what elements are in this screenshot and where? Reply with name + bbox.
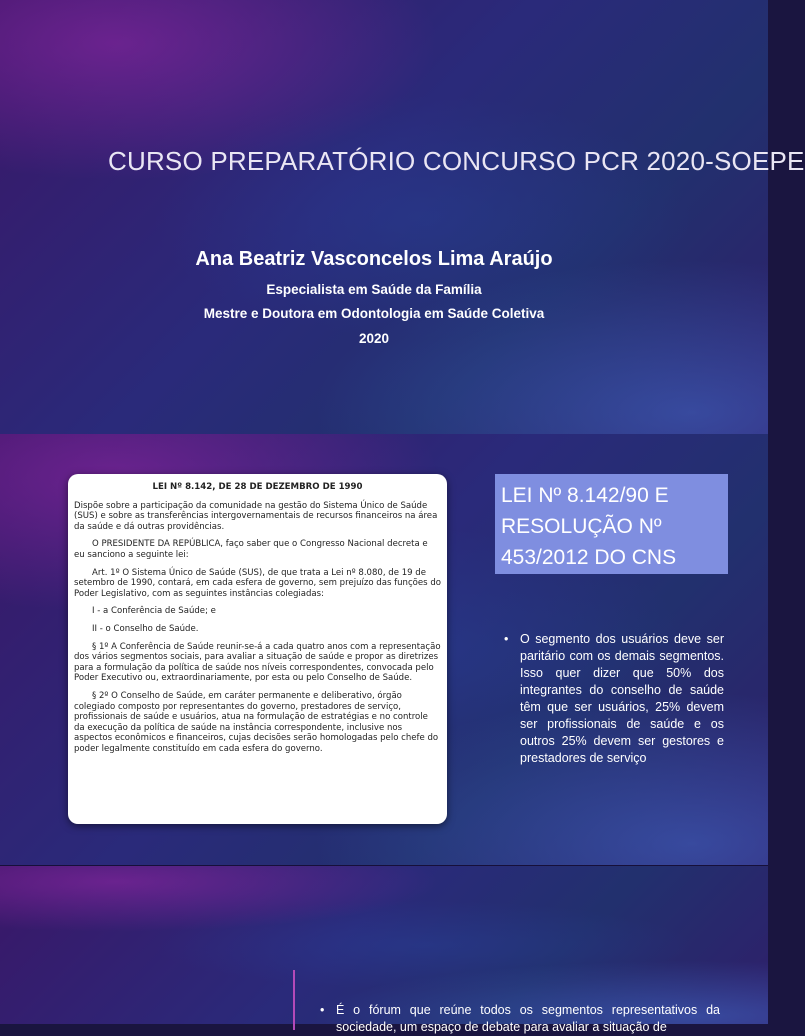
slide-law — [0, 434, 768, 865]
bullet-icon: • — [504, 632, 509, 646]
document-heading: LEI Nº 8.142, DE 28 DE DEZEMBRO DE 1990 — [152, 482, 363, 492]
document-preamble: O PRESIDENTE DA REPÚBLICA, faço saber que o Congresso Nacional decreta e eu sanciono a seguinte lei: — [74, 539, 428, 560]
year-label: 2020 — [358, 331, 390, 346]
presentation-title: CURSO PREPARATÓRIO CONCURSO PCR 2020-SOEPE — [108, 146, 805, 176]
document-summary: Dispõe sobre a participação da comunidade na gestão do Sistema Único de Saúde (SUS) e sobre as transferências intergovernamentais de recursos financeiros na área da saúde e dá outras providências. — [74, 500, 438, 532]
bullet-item — [320, 1002, 720, 1036]
slide-forum — [0, 866, 768, 1034]
author-credential-2: Mestre e Doutora em Odontologia em Saúde Coletiva — [203, 306, 545, 321]
document-paragraph-2: § 2º O Conselho de Saúde, em caráter permanente e deliberativo, órgão colegiado composto por representantes do governo, prestadores de serviço, profissionais de saúde e usuários, atua na formulação de estratégias e no controle da execução da política de saúde na instância correspondente, inclusive nos aspectos econômicos e financeiros, cujas decisões serão homologadas pelo chefe do poder legalmente constituído em cada esfera do governo. — [74, 690, 439, 754]
bullet-text: O segmento dos usuários deve ser paritário com os demais segmentos. Isso quer dizer que 50% dos integrantes do conselho de saúde têm que ser usuários, 25% devem ser profissionais de saúde e os outros 25% devem ser gestores e prestadores de serviço — [520, 632, 724, 765]
slide-title-box — [495, 474, 728, 574]
document-item-2: II - o Conselho de Saúde. — [92, 623, 199, 634]
slide-title-text: LEI Nº 8.142/90 E RESOLUÇÃO Nº 453/2012 DO CNS — [501, 484, 677, 569]
author-name: Ana Beatriz Vasconcelos Lima Araújo — [195, 248, 553, 270]
accent-divider — [293, 970, 295, 1030]
slide-title — [0, 0, 805, 434]
law-document-image — [68, 474, 447, 824]
author-credential-1: Especialista em Saúde da Família — [266, 282, 482, 297]
bullet-text: É o fórum que reúne todos os segmentos representativos da sociedade, um espaço de debate para avaliar a situação de — [336, 1003, 720, 1034]
document-paragraph-1: § 1º A Conferência de Saúde reunir-se-á a cada quatro anos com a representação dos vários segmentos sociais, para avaliar a situação de saúde e propor as diretrizes para a formulação da política de saúde nos níveis correspondentes, convocada pelo Poder Executivo ou, extraordinariamente, por esta ou pelo Conselho de Saúde. — [74, 641, 441, 684]
bullet-icon: • — [320, 1003, 325, 1017]
bullet-item — [504, 631, 724, 767]
document-article-1: Art. 1º O Sistema Único de Saúde (SUS), de que trata a Lei nº 8.080, de 19 de setembro de 1990, contará, em cada esfera de governo, sem prejuízo das funções do Poder Legislativo, com as seguintes instâncias colegiadas: — [74, 567, 441, 599]
document-item-1: I - a Conferência de Saúde; e — [92, 606, 216, 617]
